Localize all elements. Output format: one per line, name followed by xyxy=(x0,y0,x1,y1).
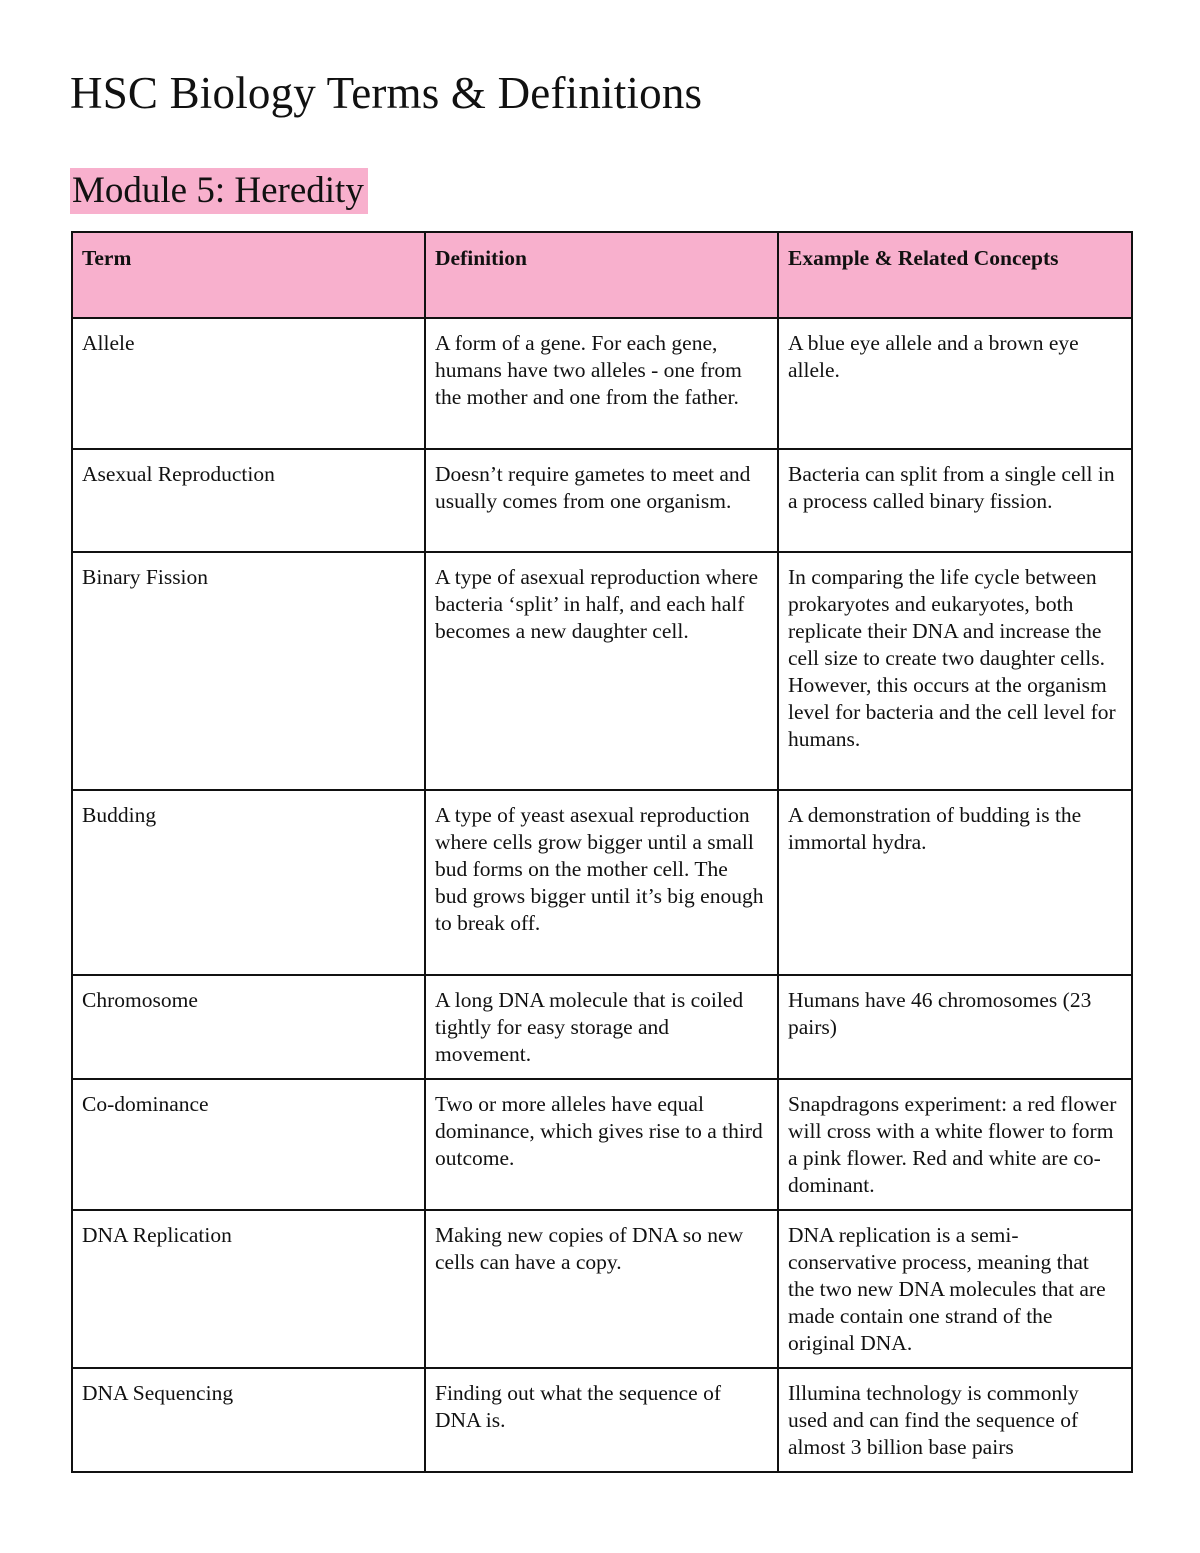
table-row xyxy=(72,318,1132,449)
terms-table xyxy=(71,231,1133,1473)
document-title: HSC Biology Terms & Definitions xyxy=(70,68,703,118)
definition-cell: Doesn’t require gametes to meet and usually comes from one organism. xyxy=(425,449,778,552)
example-cell: Snapdragons experiment: a red flower will cross with a white flower to form a pink flower. Red and white are co-dominant. xyxy=(778,1079,1132,1210)
table-row xyxy=(72,552,1132,790)
term-cell: DNA Sequencing xyxy=(72,1368,425,1472)
header-term: Term xyxy=(72,232,425,318)
table-row xyxy=(72,1210,1132,1368)
definition-cell: Finding out what the sequence of DNA is. xyxy=(425,1368,778,1472)
definition-cell: A type of asexual reproduction where bacteria ‘split’ in half, and each half becomes a new daughter cell. xyxy=(425,552,778,790)
example-cell: Humans have 46 chromosomes (23 pairs) xyxy=(778,975,1132,1079)
definition-cell: A long DNA molecule that is coiled tightly for easy storage and movement. xyxy=(425,975,778,1079)
term-cell: Asexual Reproduction xyxy=(72,449,425,552)
header-example: Example & Related Concepts xyxy=(778,232,1132,318)
header-definition: Definition xyxy=(425,232,778,318)
table-row xyxy=(72,790,1132,975)
definition-cell: Two or more alleles have equal dominance, which gives rise to a third outcome. xyxy=(425,1079,778,1210)
header-row xyxy=(72,232,1132,318)
table-row xyxy=(72,1079,1132,1210)
table-row xyxy=(72,1368,1132,1472)
example-cell: Illumina technology is commonly used and can find the sequence of almost 3 billion base pairs xyxy=(778,1368,1132,1472)
table-row xyxy=(72,975,1132,1079)
definition-cell: A form of a gene. For each gene, humans have two alleles - one from the mother and one from the father. xyxy=(425,318,778,449)
table-row xyxy=(72,449,1132,552)
term-cell: Chromosome xyxy=(72,975,425,1079)
table-header xyxy=(72,232,1132,318)
term-cell: DNA Replication xyxy=(72,1210,425,1368)
term-cell: Budding xyxy=(72,790,425,975)
section-heading: Module 5: Heredity xyxy=(70,168,368,214)
table-body xyxy=(72,318,1132,1472)
term-cell: Co-dominance xyxy=(72,1079,425,1210)
example-cell: In comparing the life cycle between prokaryotes and eukaryotes, both replicate their DNA and increase the cell size to create two daughter cells. However, this occurs at the organism level for bacteria and the cell level for humans. xyxy=(778,552,1132,790)
example-cell: Bacteria can split from a single cell in a process called binary fission. xyxy=(778,449,1132,552)
definition-cell: Making new copies of DNA so new cells can have a copy. xyxy=(425,1210,778,1368)
example-cell: A blue eye allele and a brown eye allele. xyxy=(778,318,1132,449)
definition-cell: A type of yeast asexual reproduction where cells grow bigger until a small bud forms on the mother cell. The bud grows bigger until it’s big enough to break off. xyxy=(425,790,778,975)
term-cell: Binary Fission xyxy=(72,552,425,790)
example-cell: A demonstration of budding is the immortal hydra. xyxy=(778,790,1132,975)
term-cell: Allele xyxy=(72,318,425,449)
example-cell: DNA replication is a semi-conservative process, meaning that the two new DNA molecules that are made contain one strand of the original DNA. xyxy=(778,1210,1132,1368)
